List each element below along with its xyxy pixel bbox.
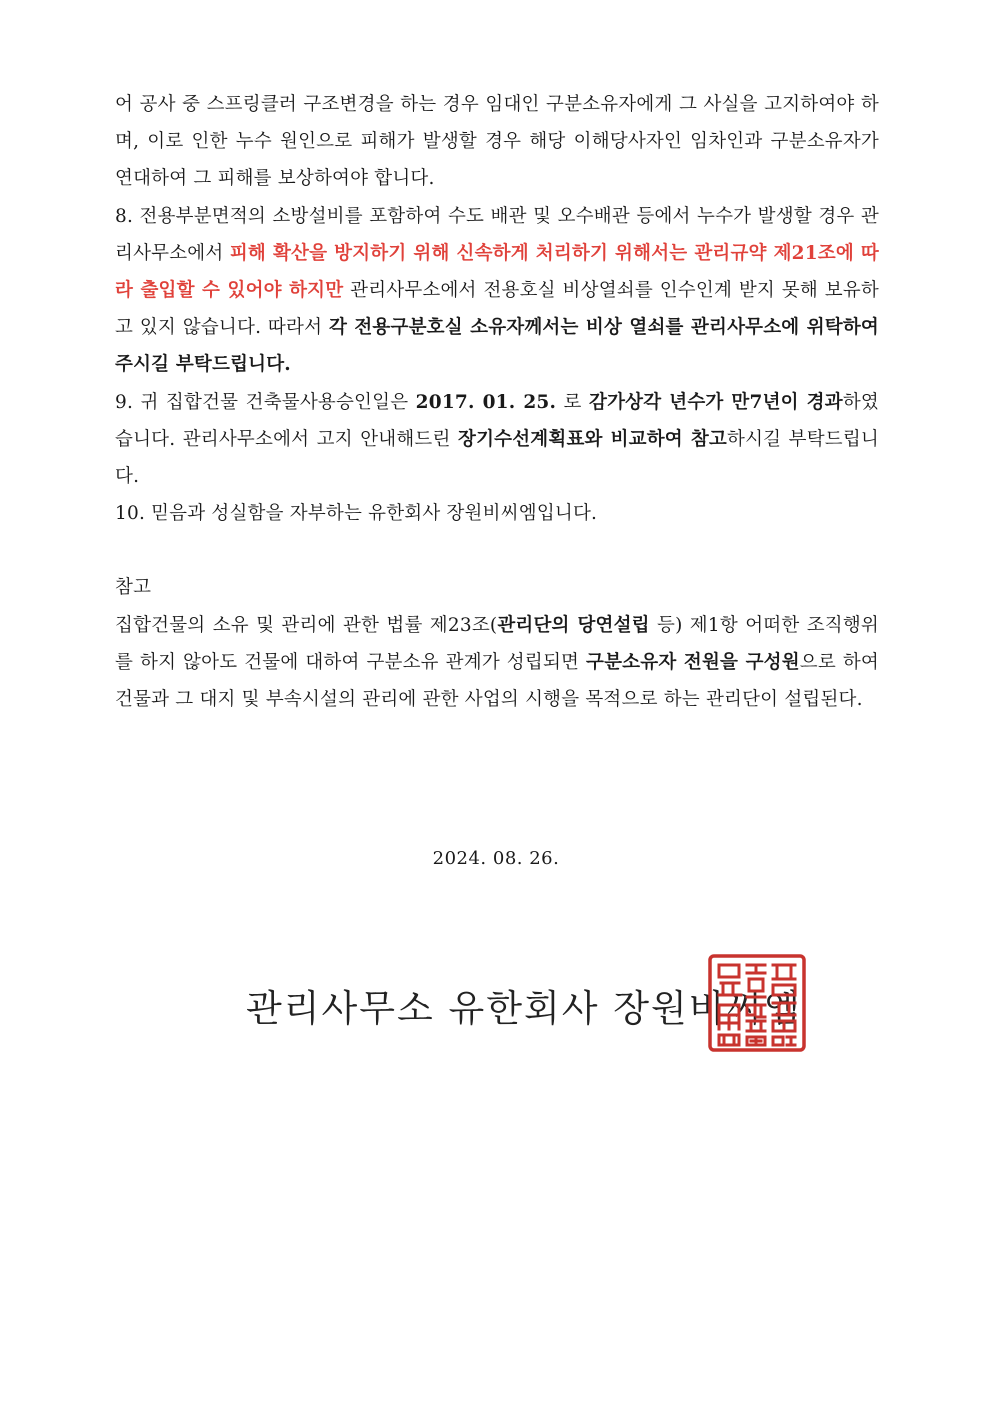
paragraph-8 [115, 198, 879, 384]
p9-depreciation-years: 감가상각 년수가 만7년이 경과 [589, 391, 843, 413]
issuer-signature: 관리사무소 유한회사 장원비씨엠 [246, 987, 802, 1030]
p9-tail-text: 하시길 부탁드립니다. [115, 428, 879, 488]
p9-mid-text-2: 하였습니다. 관리사무소에서 고지 안내해드린 [115, 391, 879, 450]
p8-bold-request: 각 전용구분호실 소유자께서는 비상 열쇠를 관리사무소에 위탁하여 주시길 부탁드립니다. [115, 317, 879, 376]
p9-plan-reference: 장기수선계획표와 비교하여 참고 [458, 428, 727, 450]
reference-mid-text: 등) 제1항 어떠한 조직행위를 하지 않아도 건물에 대하여 구분소유 관계가 성립되면 [115, 614, 879, 673]
p8-red-emphasis: 피해 확산을 방지하기 위해 신속하게 처리하기 위해서는 관리규약 제21조에 따라 출입할 수 있어야 하지만 [115, 242, 879, 302]
notice-body [115, 86, 879, 718]
reference-paragraph [115, 607, 879, 719]
p9-lead-text: 9. 귀 집합건물 건축물사용승인일은 [115, 391, 416, 413]
reference-heading: 참고 [115, 577, 152, 599]
reference-tail-text: 으로 하여 건물과 그 대지 및 부속시설의 관리에 관한 사업의 시행을 목적으로 하는 관리단이 설립된다. [115, 651, 879, 711]
paragraph-7-continued: 어 공사 중 스프링클러 구조변경을 하는 경우 임대인 구분소유자에게 그 사실을 고지하여야 하며, 이로 인한 누수 원인으로 피해가 발생할 경우 해당 이해당사자인 임차인과 구분소유자가 연대하여 그 피해를 보상하여야 합니다. [115, 94, 879, 190]
reference-bold-establishment: 관리단의 당연설립 [497, 614, 650, 636]
section-spacer [115, 532, 879, 569]
p9-approval-date: 2017. 01. 25. [415, 391, 557, 413]
official-seal-icon [707, 953, 807, 1053]
paragraph-10: 10. 믿음과 성실함을 자부하는 유한회사 장원비씨엠입니다. [115, 503, 598, 525]
p9-mid-text-1: 로 [556, 391, 589, 413]
reference-bold-members: 구분소유자 전원을 구성원 [586, 651, 800, 673]
document-date: 2024. 08. 26. [432, 848, 560, 869]
reference-lead-text: 집합건물의 소유 및 관리에 관한 법률 제23조( [115, 614, 498, 636]
p8-lead-text: 8. 전용부분면적의 소방설비를 포함하여 수도 배관 및 오수배관 등에서 누수가 발생할 경우 관리사무소에서 [115, 205, 879, 264]
paragraph-9 [115, 384, 879, 496]
p8-middle-text: 관리사무소에서 전용호실 비상열쇠를 인수인계 받지 못해 보유하고 있지 않습니다. 따라서 [115, 280, 879, 339]
